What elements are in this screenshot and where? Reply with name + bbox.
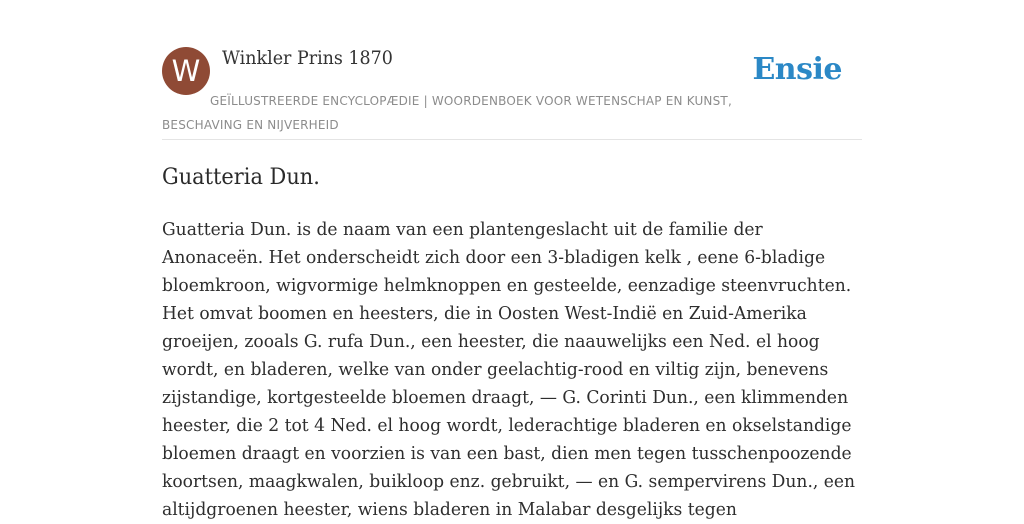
- article-body: Guatteria Dun. is de naam van een plantengeslacht uit de familie der Anonaceën. Het onderscheidt zich door een 3-bladigen kelk , eene 6-bladige bloemkroon, wigvormige helmknoppen en gesteelde, eenzadige steenvruchten. Het omvat boomen en heesters, die in Oosten West-Indië en Zuid-Amerika groeijen, zooals G. rufa Dun., een heester, die naauwelijks een Ned. el hoog wordt, en bladeren, welke van onder geelachtig-rood en viltig zijn, benevens zijstandige, kortgesteelde bloemen draagt, — G. Corinti Dun., een klimmenden heester, die 2 tot 4 Ned. el hoog wordt, lederachtige bladeren en okselstandige bloemen draagt en voorzien is van een bast, dien men tegen tusschenpoozende koortsen, maagkwalen, buikloop enz. gebruikt, — en G. sempervirens Dun., een altijdgroenen heester, wiens bladeren in Malabar desgelijks tegen: [162, 219, 856, 520]
- ensie-logo[interactable]: Ensie: [752, 52, 842, 87]
- source-avatar[interactable]: W: [162, 47, 210, 95]
- source-subtitle: GEÏLLUSTREERDE ENCYCLOPÆDIE | WOORDENBOEK VOOR WETENSCHAP EN KUNST, BESCHAVING EN NIJVERHEID: [162, 94, 732, 132]
- source-header: [162, 44, 862, 140]
- article-title: Guatteria Dun.: [162, 165, 320, 190]
- source-title-link[interactable]: Winkler Prins 1870: [222, 47, 393, 69]
